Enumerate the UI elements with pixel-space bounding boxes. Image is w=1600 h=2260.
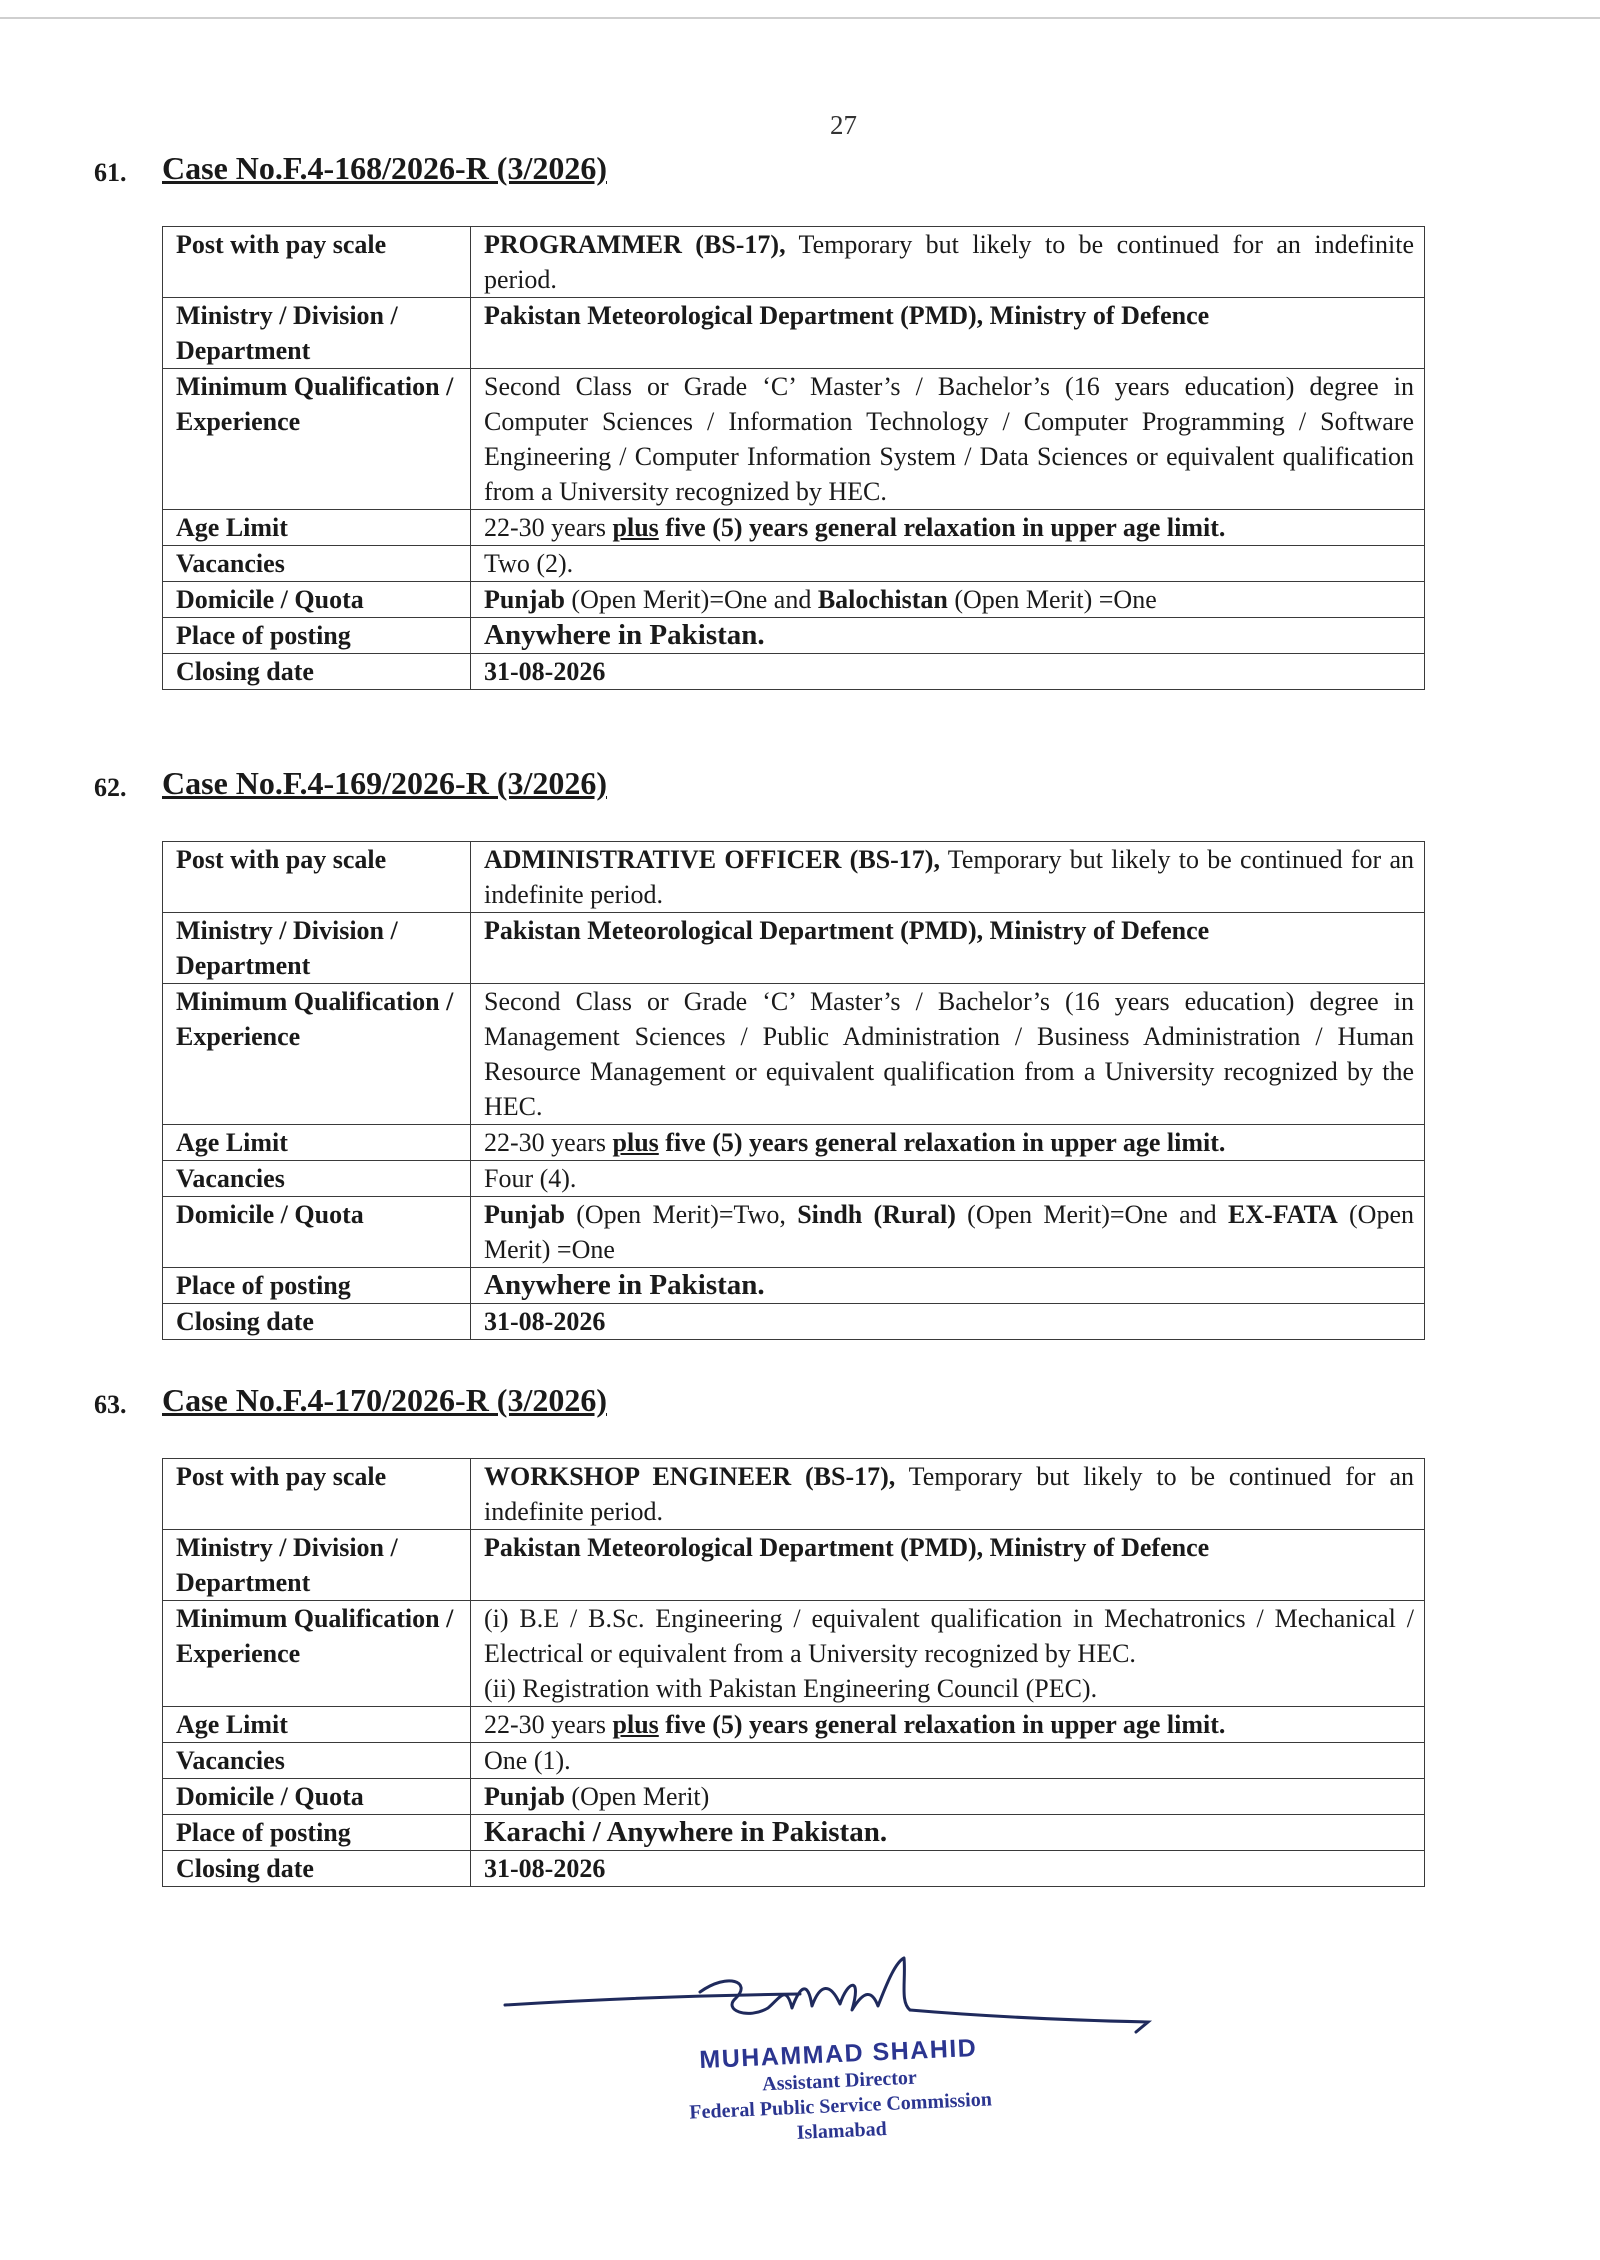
row-ministry (163, 298, 1425, 369)
age-plus: plus (612, 513, 659, 542)
value-place-of-posting: Anywhere in Pakistan. (471, 618, 1425, 654)
row-vacancies (163, 1161, 1425, 1197)
row-qualification (163, 369, 1425, 510)
value-place-of-posting: Anywhere in Pakistan. (471, 1268, 1425, 1304)
value-place-of-posting: Karachi / Anywhere in Pakistan. (471, 1815, 1425, 1851)
label-place-of-posting: Place of posting (163, 1268, 471, 1304)
label-domicile: Domicile / Quota (163, 1197, 471, 1268)
domicile-part: (Open Merit) =One (947, 585, 1157, 614)
label-vacancies: Vacancies (163, 1743, 471, 1779)
row-age-limit (163, 1125, 1425, 1161)
row-vacancies (163, 546, 1425, 582)
label-place-of-posting: Place of posting (163, 1815, 471, 1851)
domicile-part: Sindh (Rural) (797, 1200, 956, 1229)
row-qualification (163, 984, 1425, 1125)
label-post: Post with pay scale (163, 1459, 471, 1530)
row-place-of-posting (163, 1268, 1425, 1304)
label-place-of-posting: Place of posting (163, 618, 471, 654)
case-details-table (162, 1458, 1425, 1887)
label-post: Post with pay scale (163, 227, 471, 298)
row-post (163, 842, 1425, 913)
qualification-line: Second Class or Grade ‘C’ Master’s / Bachelor’s (16 years education) degree in Computer Sciences / Information Technology / Computer Programming / Software Engineering / Computer Information System / Data Sciences or equivalent qualification from a University recognized by HEC. (484, 372, 1414, 506)
label-vacancies: Vacancies (163, 546, 471, 582)
label-qualification: Minimum Qualification / Experience (163, 369, 471, 510)
label-age-limit: Age Limit (163, 510, 471, 546)
label-qualification: Minimum Qualification / Experience (163, 1601, 471, 1707)
label-age-limit: Age Limit (163, 1125, 471, 1161)
value-qualification (471, 984, 1425, 1125)
row-place-of-posting (163, 618, 1425, 654)
domicile-part: Balochistan (817, 585, 948, 614)
label-post: Post with pay scale (163, 842, 471, 913)
label-closing-date: Closing date (163, 1851, 471, 1887)
age-range: 22-30 years (484, 1128, 613, 1157)
domicile-part: Punjab (484, 1782, 565, 1811)
row-domicile (163, 582, 1425, 618)
qualification-line: (i) B.E / B.Sc. Engineering / equivalent qualification in Mechatronics / Mechanical / Electrical or equivalent from a University recognized by HEC. (484, 1604, 1414, 1668)
value-ministry: Pakistan Meteorological Department (PMD), Ministry of Defence (471, 298, 1425, 369)
signatory-designation: Assistant Director (761, 2066, 918, 2096)
label-domicile: Domicile / Quota (163, 582, 471, 618)
domicile-part: (Open Merit) (564, 1782, 710, 1811)
post-title: ADMINISTRATIVE OFFICER (BS-17), (484, 845, 940, 874)
post-title: PROGRAMMER (BS-17), (484, 230, 786, 259)
value-qualification (471, 1601, 1425, 1707)
post-terms: Temporary but likely to be continued for an indefinite period. (484, 230, 1414, 294)
value-ministry: Pakistan Meteorological Department (PMD), Ministry of Defence (471, 913, 1425, 984)
case-number: 61. (94, 158, 127, 187)
age-plus: plus (612, 1710, 659, 1739)
label-qualification: Minimum Qualification / Experience (163, 984, 471, 1125)
row-ministry (163, 1530, 1425, 1601)
value-closing-date: 31-08-2026 (471, 654, 1425, 690)
label-ministry: Ministry / Division / Department (163, 1530, 471, 1601)
domicile-part: (Open Merit)=Two, (564, 1200, 798, 1229)
age-range: 22-30 years (484, 513, 613, 542)
value-closing-date: 31-08-2026 (471, 1851, 1425, 1887)
value-post (471, 842, 1425, 913)
qualification-line: (ii) Registration with Pakistan Engineering Council (PEC). (484, 1674, 1098, 1703)
scan-top-rule (0, 17, 1600, 19)
value-ministry: Pakistan Meteorological Department (PMD), Ministry of Defence (471, 1530, 1425, 1601)
label-ministry: Ministry / Division / Department (163, 298, 471, 369)
value-domicile (471, 1197, 1425, 1268)
case-number: 62. (94, 773, 127, 802)
label-vacancies: Vacancies (163, 1161, 471, 1197)
case-number: 63. (94, 1390, 127, 1419)
value-vacancies: Two (2). (471, 546, 1425, 582)
official-stamp (638, 2031, 1042, 2152)
row-age-limit (163, 1707, 1425, 1743)
value-closing-date: 31-08-2026 (471, 1304, 1425, 1340)
age-plus: plus (612, 1128, 659, 1157)
signatory-organization: Federal Public Service Commission (688, 2088, 993, 2124)
label-domicile: Domicile / Quota (163, 1779, 471, 1815)
row-vacancies (163, 1743, 1425, 1779)
row-closing-date (163, 1851, 1425, 1887)
case-title: Case No.F.4-170/2026-R (3/2026) (162, 1382, 607, 1418)
age-relaxation: five (5) years general relaxation in upper age limit. (658, 1128, 1226, 1157)
row-domicile (163, 1197, 1425, 1268)
row-qualification (163, 1601, 1425, 1707)
label-ministry: Ministry / Division / Department (163, 913, 471, 984)
row-post (163, 227, 1425, 298)
value-post (471, 227, 1425, 298)
value-qualification (471, 369, 1425, 510)
value-domicile (471, 1779, 1425, 1815)
row-ministry (163, 913, 1425, 984)
value-age-limit (471, 1125, 1425, 1161)
row-place-of-posting (163, 1815, 1425, 1851)
row-closing-date (163, 1304, 1425, 1340)
age-range: 22-30 years (484, 1710, 613, 1739)
case-title: Case No.F.4-169/2026-R (3/2026) (162, 765, 607, 801)
label-age-limit: Age Limit (163, 1707, 471, 1743)
value-age-limit (471, 1707, 1425, 1743)
age-relaxation: five (5) years general relaxation in upper age limit. (658, 1710, 1226, 1739)
row-post (163, 1459, 1425, 1530)
row-age-limit (163, 510, 1425, 546)
label-closing-date: Closing date (163, 1304, 471, 1340)
post-title: WORKSHOP ENGINEER (BS-17), (484, 1462, 896, 1491)
label-closing-date: Closing date (163, 654, 471, 690)
domicile-part: (Open Merit) =One (484, 1200, 1414, 1264)
signatory-name: MUHAMMAD SHAHID (698, 2033, 978, 2075)
value-domicile (471, 582, 1425, 618)
age-relaxation: five (5) years general relaxation in upper age limit. (658, 513, 1226, 542)
domicile-part: (Open Merit)=One and (955, 1200, 1228, 1229)
domicile-part: (Open Merit)=One and (564, 585, 818, 614)
row-closing-date (163, 654, 1425, 690)
domicile-part: Punjab (484, 585, 565, 614)
value-post (471, 1459, 1425, 1530)
qualification-line: Second Class or Grade ‘C’ Master’s / Bachelor’s (16 years education) degree in Management Sciences / Public Administration / Business Administration / Human Resource Management or equivalent qualification from a University recognized by the HEC. (484, 987, 1414, 1121)
value-vacancies: Four (4). (471, 1161, 1425, 1197)
post-terms: Temporary but likely to be continued for an indefinite period. (484, 845, 1414, 909)
case-title: Case No.F.4-168/2026-R (3/2026) (162, 150, 607, 186)
post-terms: Temporary but likely to be continued for an indefinite period. (484, 1462, 1414, 1526)
domicile-part: EX-FATA (1227, 1200, 1338, 1229)
case-details-table (162, 841, 1425, 1340)
row-domicile (163, 1779, 1425, 1815)
value-age-limit (471, 510, 1425, 546)
domicile-part: Punjab (484, 1200, 565, 1229)
signatory-city: Islamabad (796, 2118, 888, 2144)
value-vacancies: One (1). (471, 1743, 1425, 1779)
page-number: 27 (830, 110, 857, 140)
case-details-table (162, 226, 1425, 690)
